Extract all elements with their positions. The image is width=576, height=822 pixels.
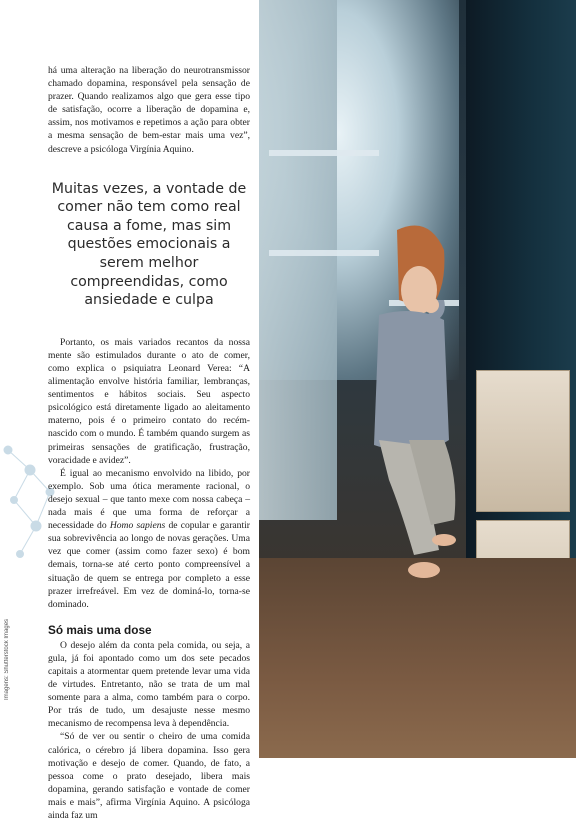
- section-subhead: Só mais uma dose: [48, 622, 152, 637]
- article-paragraph-2: Portanto, os mais variados recantos da nossa mente são estimulados durante o ato de comer, como explica o psiquiatra Leonard Verea: “A alimentação envolve história familiar, lembranças, sentimentos e hábitos sociais. Seu aspecto psicológico está diretamente ligado ao aleitamento materno, pois é o primeiro contato do recém-nascido com o mundo. É também quando surgem as primeiras sensações de gratificação, frustração, voracidade e avidez”.: [48, 336, 250, 466]
- paragraph-3-text-b: de copular e garantir sua sobrevivência ao longo de novas gerações. Uma vez que comer (assim como fazer sexo) é bom demais, torna-se até certo ponto compreensível a situação de quem se entrega por completo a esse prazer irrefreável. Em vez de dominá-lo, torna-se dominado.: [48, 520, 250, 610]
- article-paragraph-1: há uma alteração na liberação do neurotransmissor chamado dopamina, responsável pela sensação de prazer. Quando realizamos algo que gera esse tipo de satisfação, ocorre a liberação de dopamina e, assim, nos motivamos e repetimos a ação para obter a mesma sensação de bem-estar mais uma vez”, descreve a psicóloga Virgínia Aquino.: [48, 65, 250, 155]
- article-photo: [259, 0, 576, 758]
- woman-figure: [319, 140, 469, 610]
- article-paragraph-4: O desejo além da conta pela comida, ou seja, a gula, já foi apontado como um dos sete pecados capitais a atormentar quem pretende levar uma vida de virtudes. Entretanto, não se trata de um mal somente para a alma, como também para o corpo. Por trás de tudo, um desajuste nesse mesmo mecanismo de recompensa leva à dependência.: [48, 639, 250, 730]
- pull-quote: Muitas vezes, a vontade de comer não tem como real causa a fome, mas sim questões emocionais a serem melhor compreendidas, como ansiedade e culpa: [51, 180, 247, 309]
- paragraph-3-text-a: É igual ao mecanismo envolvido na libido, por exemplo. Sob uma ótica meramente racional, o desejo sexual – que tanto mexe com nossa cabeça – nada mais é que uma forma de reforçar a necessidade do: [48, 467, 250, 532]
- article-column: [48, 64, 250, 822]
- article-paragraph-3: [48, 467, 250, 611]
- image-credit: Imagens: Shutterstock Images: [4, 618, 10, 700]
- cabinet-drawer: [476, 370, 570, 512]
- article-paragraph-5: “Só de ver ou sentir o cheiro de uma comida calórica, o cérebro já libera dopamina. Isso gera motivação e desejo de comer. Quando, de fato, a pessoa come o prato desejado, libera mais dopamina, gerando satisfação e vontade de comer mais e mais”, afirma Virgínia Aquino. A psicóloga ainda faz um: [48, 731, 250, 821]
- scientific-name: Homo sapiens: [109, 520, 166, 532]
